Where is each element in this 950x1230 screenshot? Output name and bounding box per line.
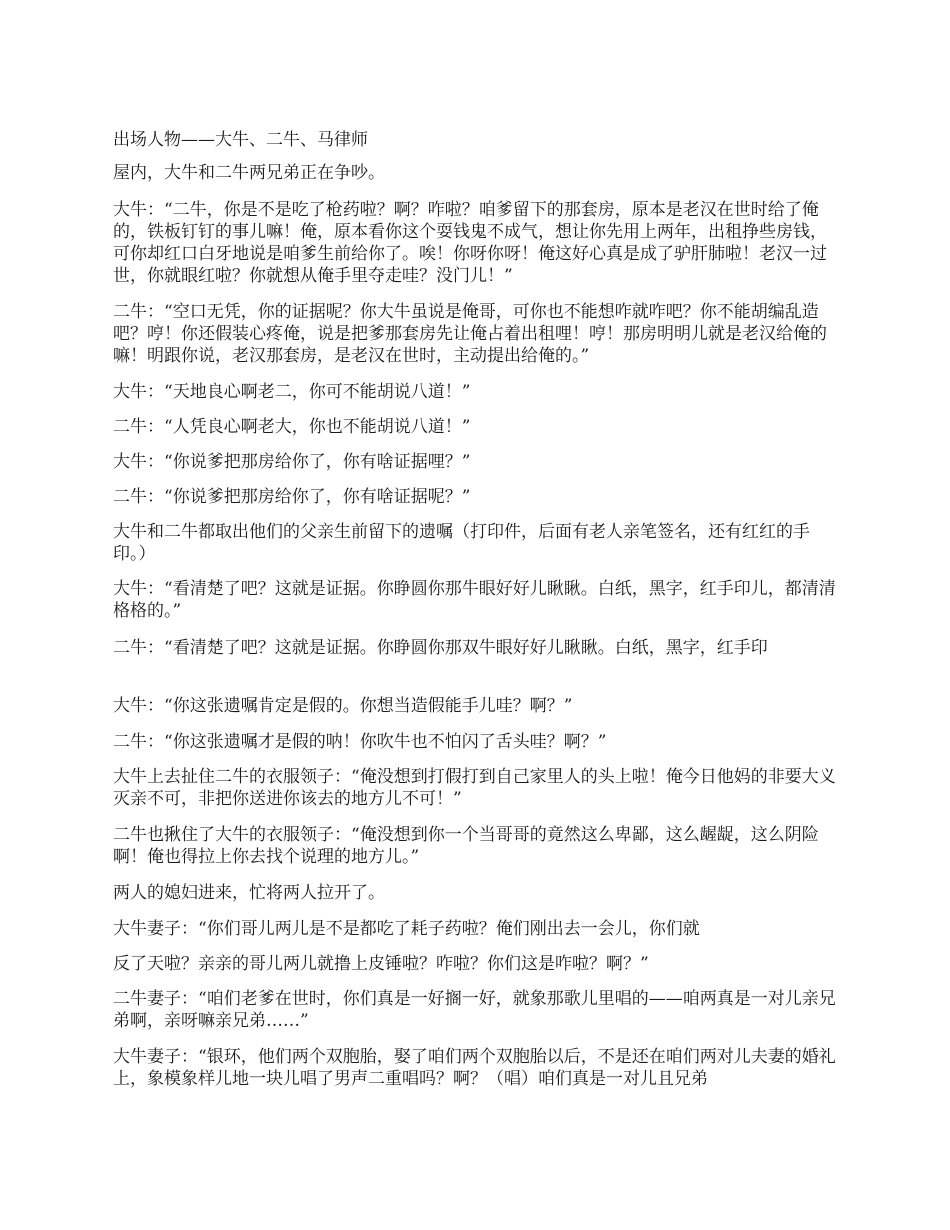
dialogue-paragraph: 二牛：“你这张遗嘱才是假的呐！你吹牛也不怕闪了舌头哇？啊？”	[113, 732, 607, 752]
dialogue-paragraph: 二牛：“人凭良心啊老大，你也不能胡说八道！”	[113, 417, 471, 437]
dialogue-paragraph: 大牛：“你这张遗嘱肯定是假的。你想当造假能手儿哇？啊？”	[113, 696, 573, 716]
cast-list: 出场人物——大牛、二牛、马律师	[113, 130, 368, 150]
dialogue-paragraph: 反了天啦？亲亲的哥儿两儿就撸上皮锤啦？咋啦？你们这是咋啦？啊？”	[113, 954, 649, 974]
dialogue-paragraph: 大牛：“看清楚了吧？这就是证据。你睁圆你那牛眼好好儿瞅瞅。白纸，黑字，红手印儿，都清清格格的。”	[113, 579, 836, 621]
stage-direction: 两人的媳妇进来，忙将两人拉开了。	[113, 883, 385, 903]
dialogue-paragraph: 大牛：“你说爹把那房给你了，你有啥证据哩？”	[113, 452, 471, 472]
dialogue-paragraph: 大牛妻子：“银环，他们两个双胞胎，娶了咱们两个双胞胎以后，不是还在咱们两对儿夫妻的婚礼上，象模象样儿地一块儿唱了男声二重唱吗？啊？（唱）咱们真是一对儿且兄弟	[113, 1047, 836, 1089]
stage-direction-dialogue: 大牛上去扯住二牛的衣服领子：“俺没想到打假打到自己家里人的头上啦！俺今日他妈的非要大义灭亲不可，非把你送进你该去的地方儿不可！”	[113, 767, 836, 809]
dialogue-paragraph: 二牛妻子：“咱们老爹在世时，你们真是一好搁一好，就象那歌儿里唱的——咱两真是一对儿亲兄弟啊，亲呀嘛亲兄弟……”	[113, 989, 836, 1031]
dialogue-paragraph: 二牛：“你说爹把那房给你了，你有啥证据呢？”	[113, 487, 471, 507]
dialogue-paragraph: 二牛：“看清楚了吧？这就是证据。你睁圆你那双牛眼好好儿瞅瞅。白纸，黑字，红手印	[113, 638, 768, 658]
stage-direction-dialogue: 二牛也揪住了大牛的衣服领子：“俺没想到你一个当哥哥的竟然这么卑鄙，这么龌龊，这么阴险啊！俺也得拉上你去找个说理的地方儿。”	[113, 825, 819, 867]
dialogue-paragraph: 大牛妻子：“你们哥儿两儿是不是都吃了耗子药啦？俺们刚出去一会儿，你们就	[113, 919, 700, 939]
stage-direction: 大牛和二牛都取出他们的父亲生前留下的遗嘱（打印件，后面有老人亲笔签名，还有红红的手印。）	[113, 522, 810, 564]
stage-direction: 屋内，大牛和二牛两兄弟正在争吵。	[113, 163, 385, 183]
dialogue-paragraph: 大牛：“天地良心啊老二，你可不能胡说八道！”	[113, 382, 471, 402]
dialogue-paragraph: 大牛：“二牛，你是不是吃了枪药啦？啊？咋啦？咱爹留下的那套房，原本是老汉在世时给了俺的，铁板钉钉的事儿嘛！俺，原本看你这个耍钱鬼不成气，想让你先用上两年，出租挣些房钱，可你却红口白牙地说是咱爹生前给你了。唉！你呀你呀！俺这好心真是成了驴肝肺啦！老汉一过世，你就眼红啦？你就想从俺手里夺走哇？没门儿！”	[113, 200, 827, 286]
dialogue-paragraph: 二牛：“空口无凭，你的证据呢？你大牛虽说是俺哥，可你也不能想咋就咋吧？你不能胡编乱造吧？哼！你还假装心疼俺，说是把爹那套房先让俺占着出租哩！哼！那房明明儿就是老汉给俺的嘛！明跟你说，老汉那套房，是老汉在世时，主动提出给俺的。”	[113, 302, 827, 366]
